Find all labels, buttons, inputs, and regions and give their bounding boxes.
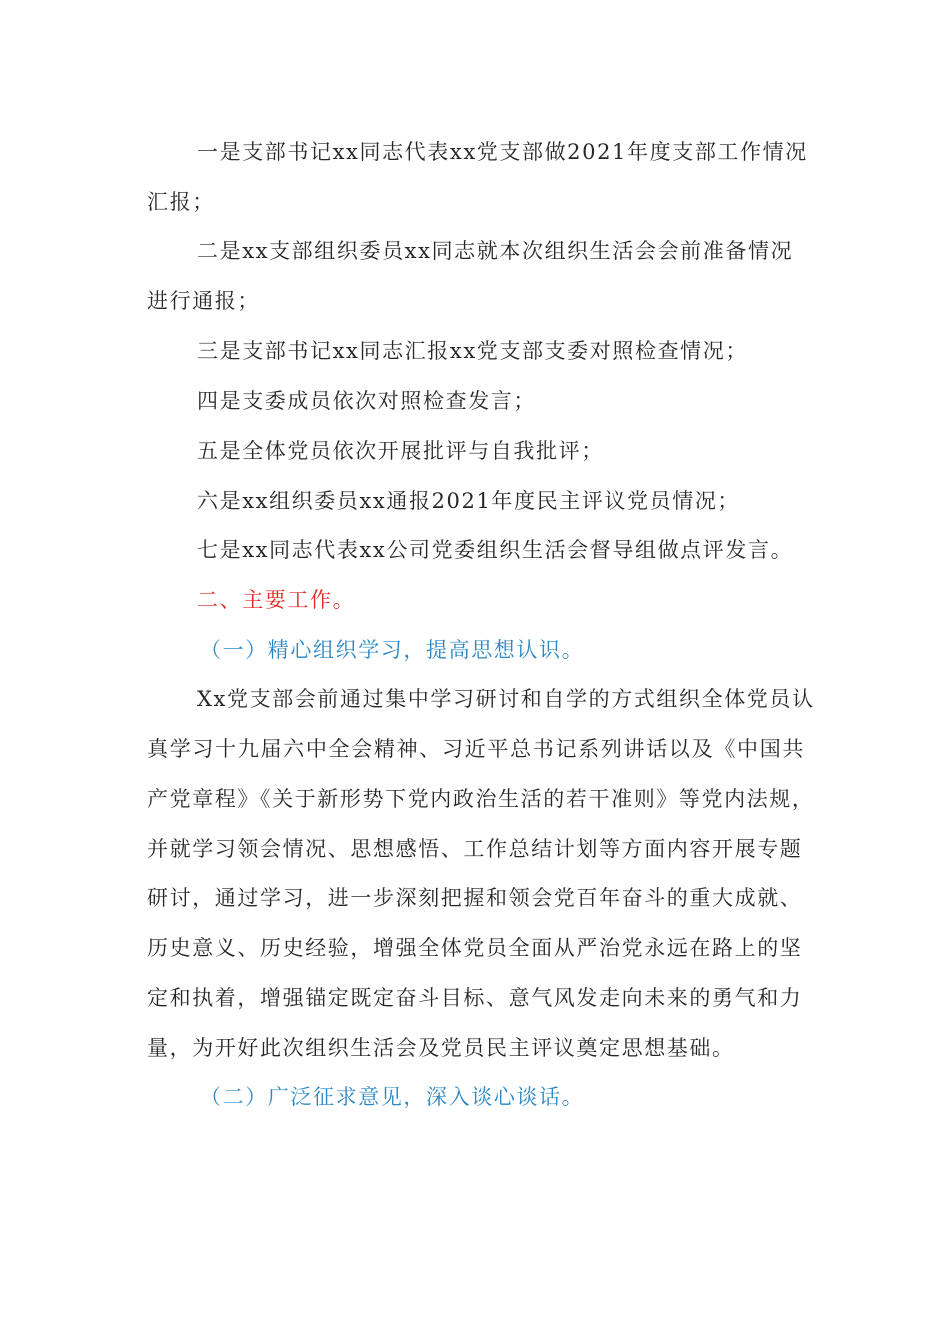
agenda-item-7: 七是xx同志代表xx公司党委组织生活会督导组做点评发言。: [197, 538, 794, 562]
body-line-4: 并就学习领会情况、思想感悟、工作总结计划等方面内容开展专题: [147, 837, 803, 861]
subheading-2: （二）广泛征求意见，深入谈心谈话。: [200, 1085, 585, 1109]
body-line-2: 真学习十九届六中全会精神、习近平总书记系列讲话以及《中国共: [147, 737, 805, 761]
body-line-8: 量，为开好此次组织生活会及党员民主评议奠定思想基础。: [147, 1036, 735, 1060]
body-line-5: 研讨，通过学习，进一步深刻把握和领会党百年奋斗的重大成就、: [147, 886, 803, 910]
body-line-6: 历史意义、历史经验，增强全体党员全面从严治党永远在路上的坚: [147, 936, 803, 960]
paragraph-1-line-1: 一是支部书记xx同志代表xx党支部做2021年度支部工作情况: [197, 140, 808, 164]
body-line-1: Xx党支部会前通过集中学习研讨和自学的方式组织全体党员认: [197, 687, 815, 711]
body-line-3: 产党章程》《关于新形势下党内政治生活的若干准则》等党内法规，: [147, 787, 815, 811]
paragraph-2-line-1: 二是xx支部组织委员xx同志就本次组织生活会会前准备情况: [197, 239, 794, 263]
agenda-item-6: 六是xx组织委员xx通报2021年度民主评议党员情况；: [197, 489, 741, 513]
agenda-item-4: 四是支委成员依次对照检查发言；: [197, 389, 536, 413]
paragraph-1-line-2: 汇报；: [147, 190, 215, 214]
body-line-7: 定和执着，增强锚定既定奋斗目标、意气风发走向未来的勇气和力: [147, 986, 803, 1010]
paragraph-2-line-2: 进行通报；: [147, 289, 260, 313]
section-heading: 二、主要工作。: [197, 588, 356, 612]
subheading-1: （一）精心组织学习，提高思想认识。: [200, 638, 585, 662]
agenda-item-3: 三是支部书记xx同志汇报xx党支部支委对照检查情况；: [197, 339, 748, 363]
agenda-item-5: 五是全体党员依次开展批评与自我批评；: [197, 439, 604, 463]
